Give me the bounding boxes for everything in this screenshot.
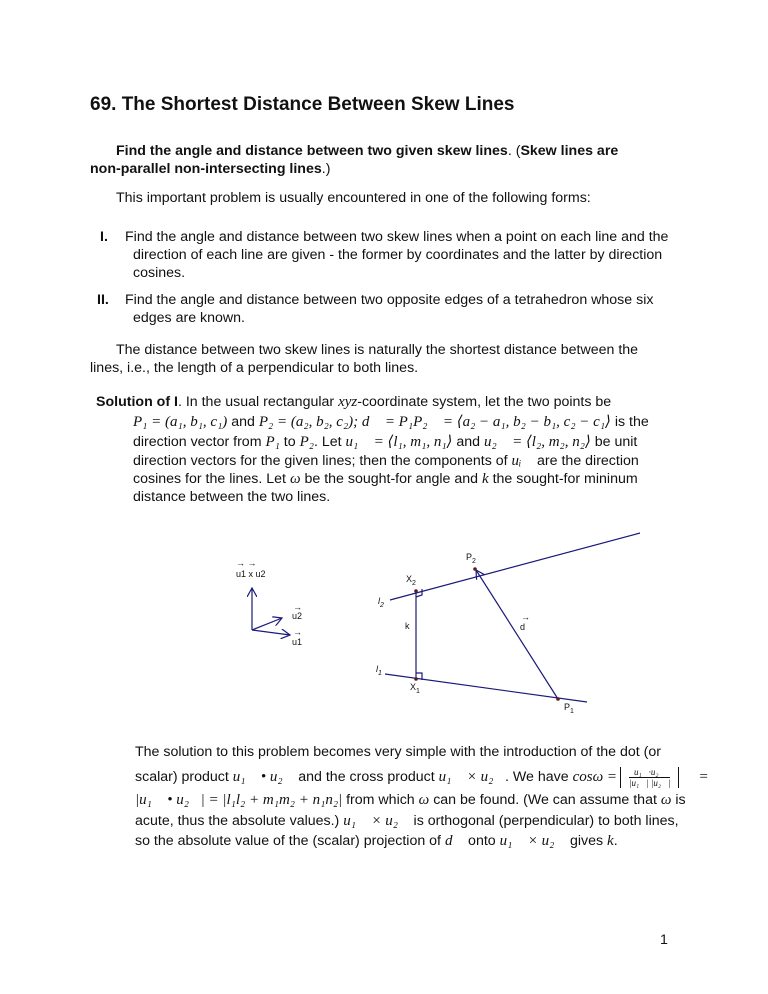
solution-line: Solution of I. In the usual rectangular xyz-coordinate system, let the two points be [96,394,612,410]
vector-arrow-icon: → [293,602,302,612]
k-label: k [405,621,410,631]
x1-label: $X_1$ [410,682,420,695]
solution-line: direction vector from P₁ to P₂. Let u₁⃗ = ⟨l₁, m₁, n₁⟩ and u₂⃗ = ⟨l₂, m₂, n₂⟩ be unit [133,434,638,450]
page-number: 1 [660,932,668,948]
solution-line: direction vectors for the given lines; then the components of uᵢ⃗ are the direction [133,453,639,469]
l2-label: $l_2$ [378,596,384,609]
form-text: edges are known. [133,310,245,326]
solution-line: distance between the two lines. [133,489,331,505]
page-title: 69. The Shortest Distance Between Skew Lines [90,94,515,115]
vector-d [476,570,558,699]
u1-label: u1 [292,637,303,647]
form-number: I. [100,229,108,245]
p2-label: $P_2$ [466,552,476,565]
intro-mid: . ( [507,143,521,159]
forms-intro: This important problem is usually encountered in one of the following forms: [116,190,591,206]
cosine-fraction: $\frac{\text{u₁⃗·u₂⃗}}{\text{|u₁⃗| |u₂⃗|}}$ [620,767,679,788]
distance-para: The distance between two skew lines is naturally the shortest distance between the [116,342,639,358]
u1-vector [252,630,290,635]
form-text: direction of each line are given - the former by coordinates and the latter by direction [133,247,663,263]
vector-arrow-icon: → [293,627,302,637]
solution-line: cosines for the lines. Let ω be the sought-for angle and k the sought-for mininum [133,471,638,487]
u2-label: u2 [292,611,303,621]
intro-bold: Find the angle and distance between two given skew lines [116,143,508,159]
final-line: The solution to this problem becomes very simple with the introduction of the dot (or [135,744,661,760]
final-line: acute, thus the absolute values.) u₁⃗ × u₂⃗ is orthogonal (perpendicular) to both lines, [135,813,679,829]
final-line: so the absolute value of the (scalar) projection of d⃗ onto u₁⃗ × u₂⃗ gives k. [135,833,618,849]
final-line: scalar) product u₁⃗ • u₂⃗ and the cross product u₁⃗ × u₂⃗. We have cosω = $\frac{\text{u₁⃗·u₂⃗}}{\text{|u₁⃗| |u₂⃗|}}$ = [135,766,709,788]
final-line: |u₁⃗ • u₂⃗| = |l₁l₂ + m₁m₂ + n₁n₂| from which ω can be found. (We can assume that ω is [135,792,686,808]
u2-vector [252,618,282,630]
distance-para: lines, i.e., the length of a perpendicular to both lines. [90,360,419,376]
solution-line: P₁ = (a₁, b₁, c₁) and P₂ = (a₂, b₂, c₂); d⃗ = P₁P₂⃗ = ⟨a₂ − a₁, b₂ − b₁, c₂ − c₁⟩ is the [133,414,649,430]
vector-arrow-icon: → → [236,558,257,568]
cross-label: u1 x u2 [236,569,266,579]
vector-arrow-icon: → [521,612,530,622]
line-l2 [390,533,640,600]
form-text: Find the angle and distance between two skew lines when a point on each line and the [125,229,669,245]
l1-label: $l_1$ [376,664,382,677]
solution-label: Solution of I [96,394,178,410]
intro-bold-3: non-parallel non-intersecting lines [90,161,322,177]
form-text: Find the angle and distance between two opposite edges of a tetrahedron whose six [125,292,654,308]
form-number: II. [97,292,109,308]
p1-label: $P_1$ [564,702,574,715]
intro-bold-2: Skew lines are [520,143,619,159]
d-label: d [520,622,526,632]
x2-label: $X_2$ [406,574,416,587]
intro-end: .) [321,161,331,177]
form-text: cosines. [133,265,186,281]
